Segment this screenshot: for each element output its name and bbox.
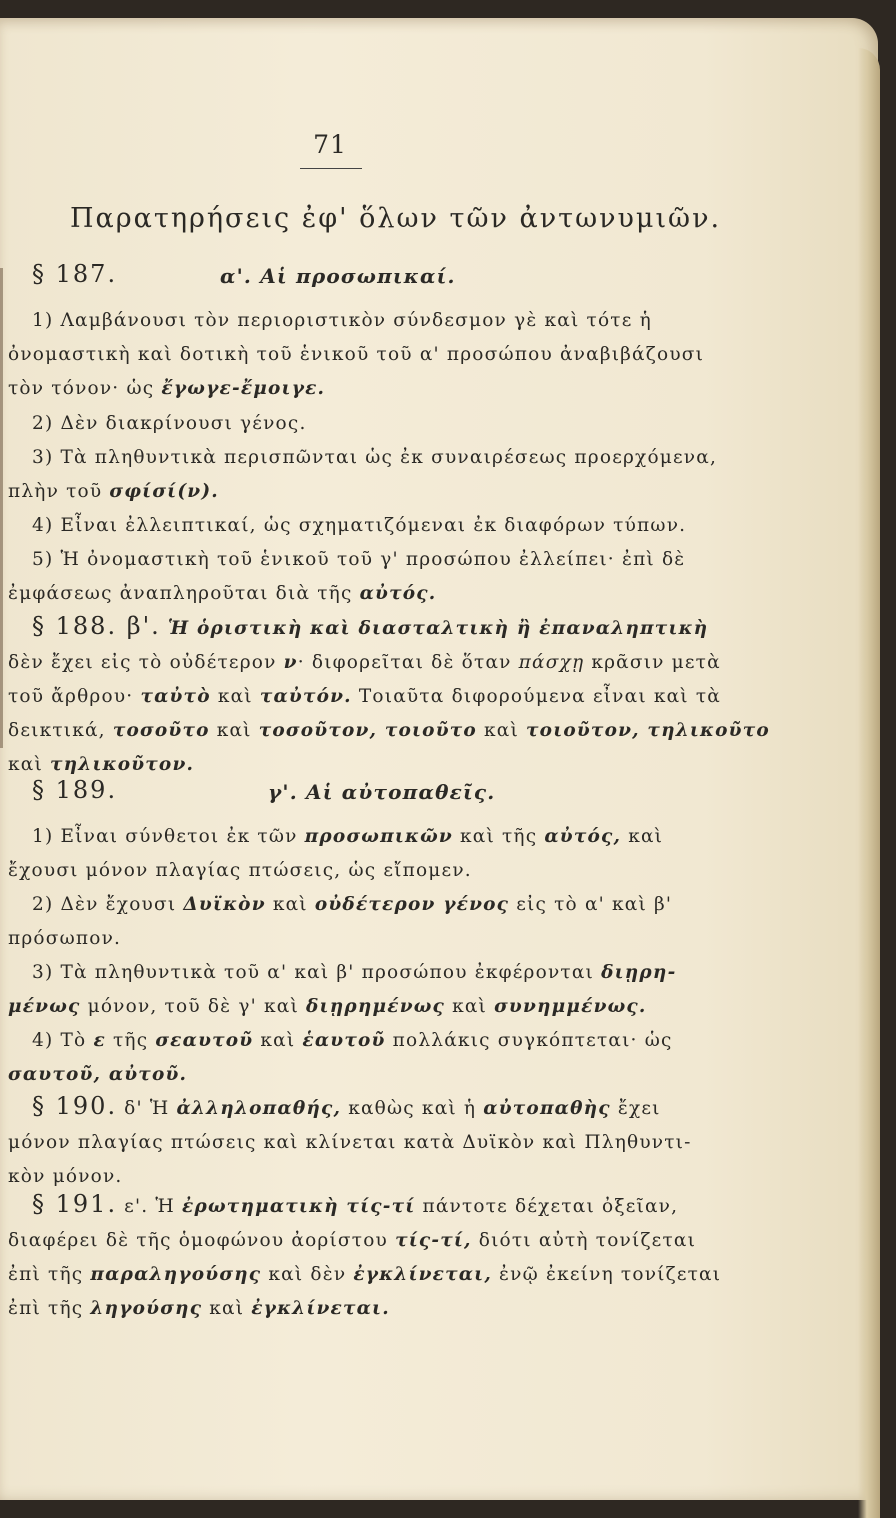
section-187-title: α'. Αἱ προσωπικαί. <box>220 264 456 288</box>
book-page <box>0 18 878 1500</box>
page-edge <box>858 48 880 1518</box>
paragraph-5-line-1: 5) Ἡ ὀνομαστικὴ τοῦ ἑνικοῦ τοῦ γ' προσώπου ἐλλείπει· ἐπὶ δὲ <box>32 549 686 570</box>
section-190-line-3: κὸν μόνον. <box>8 1166 123 1187</box>
page-heading: Παρατηρήσεις ἐφ' ὅλων τῶν ἀντωνυμιῶν. <box>70 203 722 234</box>
section-188-line-3: τοῦ ἄρθρου· ταὐτὸ καὶ ταὐτόν. Τοιαῦτα διφορούμενα εἶναι καὶ τὰ <box>8 686 721 707</box>
q3-line-2: μένως μόνον, τοῦ δὲ γ' καὶ διῃρημένως καὶ συνημμένως. <box>8 996 647 1017</box>
paragraph-5-line-2: ἐμφάσεως ἀναπληροῦται διὰ τῆς αὐτός. <box>8 583 437 604</box>
section-191-line-1: § 191. ε'. Ἡ ἐρωτηματικὴ τίς-τί πάντοτε δέχεται ὀξεῖαν, <box>32 1190 679 1218</box>
section-189-number: § 189. <box>32 776 118 804</box>
q2-line-2: πρόσωπον. <box>8 928 122 949</box>
page-number-rule <box>300 168 362 169</box>
section-188-line-2: δὲν ἔχει εἰς τὸ οὐδέτερον ν· διφορεῖται δὲ ὅταν πάσχῃ κρᾶσιν μετὰ <box>8 652 721 673</box>
q2-line-1: 2) Δὲν ἔχουσι Δυϊκὸν καὶ οὐδέτερον γένος εἰς τὸ α' καὶ β' <box>32 894 673 915</box>
q1-line-2: ἔχουσι μόνον πλαγίας πτώσεις, ὡς εἴπομεν. <box>8 860 472 881</box>
section-190-line-2: μόνον πλαγίας πτώσεις καὶ κλίνεται κατὰ Δυϊκὸν καὶ Πληθυντι- <box>8 1132 692 1153</box>
q3-line-1: 3) Τὰ πληθυντικὰ τοῦ α' καὶ β' προσώπου ἐκφέρονται διῃρη- <box>32 962 677 983</box>
q4-line-1: 4) Τὸ ε τῆς σεαυτοῦ καὶ ἑαυτοῦ πολλάκις συγκόπτεται· ὡς <box>32 1030 673 1051</box>
section-191-line-3: ἐπὶ τῆς παραληγούσης καὶ δὲν ἐγκλίνεται, ἐνῷ ἐκείνη τονίζεται <box>8 1264 722 1285</box>
paragraph-3-line-1: 3) Τὰ πληθυντικὰ περισπῶνται ὡς ἐκ συναιρέσεως προερχόμενα, <box>32 447 718 468</box>
section-188-line-4: δεικτικά, τοσοῦτο καὶ τοσοῦτον, τοιοῦτο καὶ τοιοῦτον, τηλικοῦτο <box>8 720 770 741</box>
binding-edge <box>0 268 3 748</box>
section-191-line-2: διαφέρει δὲ τῆς ὁμοφώνου ἀορίστου τίς-τί, διότι αὐτὴ τονίζεται <box>8 1230 697 1251</box>
page-number: 71 <box>313 130 347 159</box>
q4-line-2: σαυτοῦ, αὐτοῦ. <box>8 1064 188 1085</box>
section-187-number: § 187. <box>32 260 118 288</box>
section-188-line-5: καὶ τηλικοῦτον. <box>8 754 195 775</box>
paragraph-1-line-1: 1) Λαμβάνουσι τὸν περιοριστικὸν σύνδεσμον γὲ καὶ τότε ἡ <box>32 310 652 331</box>
paragraph-1-line-2: ὀνομαστικὴ καὶ δοτικὴ τοῦ ἑνικοῦ τοῦ α' προσώπου ἀναβιβάζουσι <box>8 344 705 365</box>
paragraph-2: 2) Δὲν διακρίνουσι γένος. <box>32 413 307 434</box>
paragraph-4: 4) Εἶναι ἐλλειπτικαί, ὡς σχηματιζόμεναι ἐκ διαφόρων τύπων. <box>32 515 687 536</box>
paragraph-1-line-3: τὸν τόνον· ὡς ἔγωγε-ἔμοιγε. <box>8 378 326 399</box>
section-191-line-4: ἐπὶ τῆς ληγούσης καὶ ἐγκλίνεται. <box>8 1298 390 1319</box>
section-188-line-1: § 188. β'. Ἡ ὁριστικὴ καὶ διασταλτικὴ ἢ ἐπαναληπτικὴ <box>32 612 709 640</box>
paragraph-3-line-2: πλὴν τοῦ σφίσί(ν). <box>8 481 219 502</box>
section-190-line-1: § 190. δ' Ἡ ἀλληλοπαθής, καθὼς καὶ ἡ αὐτοπαθὴς ἔχει <box>32 1092 661 1120</box>
section-189-title: γ'. Αἱ αὐτοπαθεῖς. <box>268 780 496 804</box>
q1-line-1: 1) Εἶναι σύνθετοι ἐκ τῶν προσωπικῶν καὶ τῆς αὐτός, καὶ <box>32 826 664 847</box>
